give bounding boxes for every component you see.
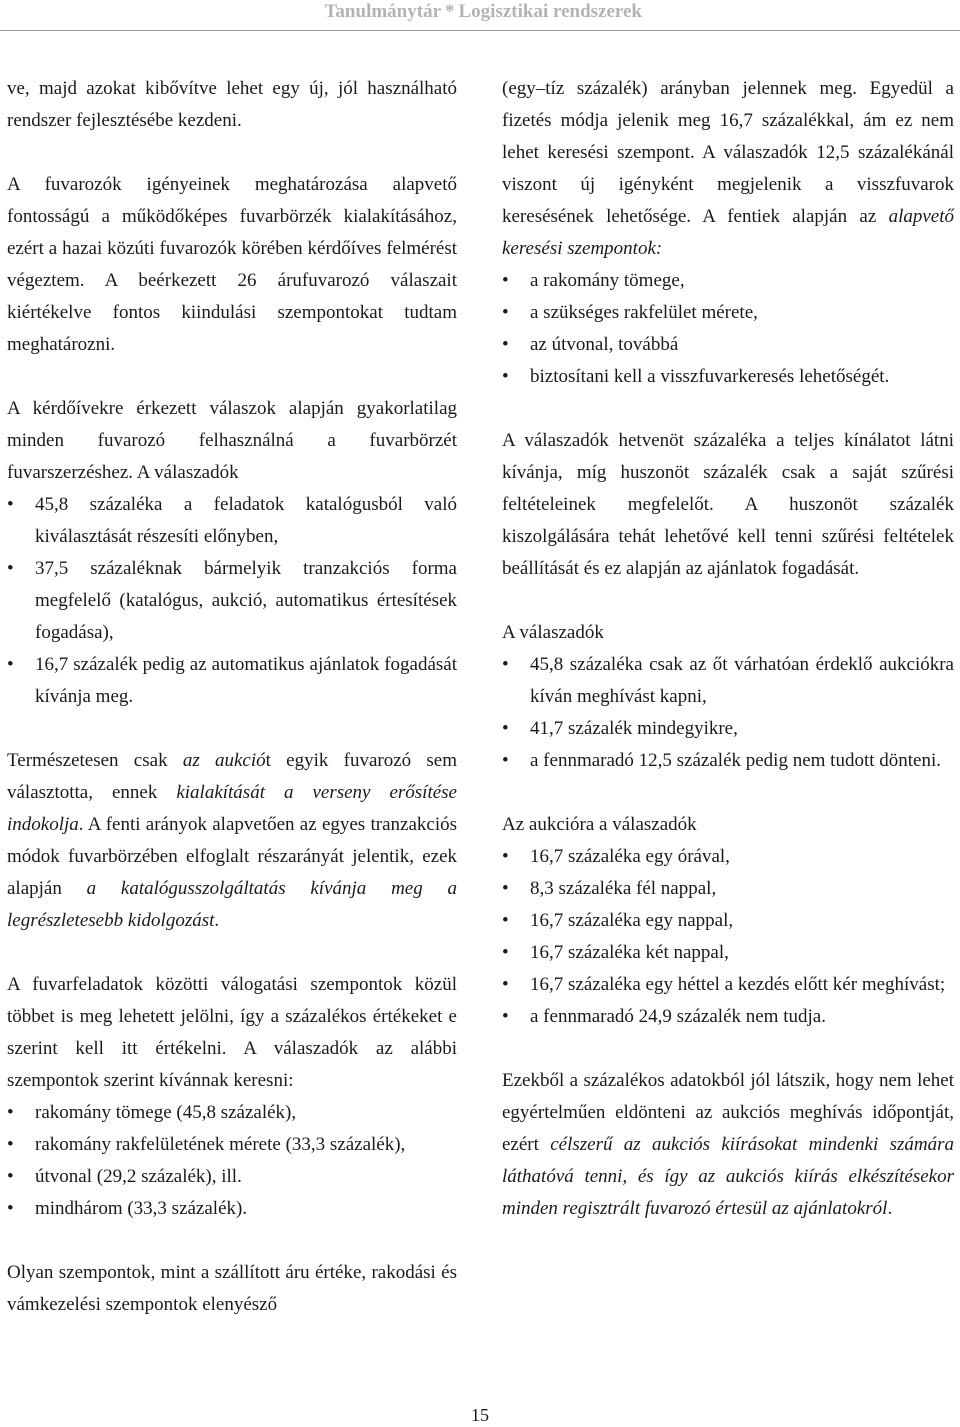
list-item: • rakomány tömege (45,8 százalék), [7,1097,457,1129]
bullet-icon: • [7,558,14,579]
paragraph: Olyan szempontok, mint a szállított áru értéke, rakodási és vámkezelési szempontok elenyésző [7,1262,457,1315]
list-item: • útvonal (29,2 százalék), ill. [7,1161,457,1193]
running-header [0,0,960,28]
right-column [502,73,954,1225]
bullet-icon: • [502,1006,509,1027]
list-item: • rakomány rakfelületének mérete (33,3 százalék), [7,1129,457,1161]
paragraph: A fuvarozók igényeinek meghatározása alapvető fontosságú a működőképes fuvarbörzék kialakításához, ezért a hazai közúti fuvarozók körében kérdőíves felmérést végeztem. A beérkezett 26 árufuvarozó válaszait kiértékelve fontos kiindulási szempontokat tudtam meghatározni. [7,174,457,355]
paragraph: (egy–tíz százalék) arányban jelennek meg. Egyedül a fizetés módja jelenik meg 16,7 százalékkal, ám ez nem lehet keresési szempont. A válaszadók 12,5 százalékánál viszont új igényként megjelenik a visszfuvarok keresésének lehetősége. A fentiek alapján az alapvető keresési szempontok: [502,78,954,259]
list-item: • 16,7 százaléka egy héttel a kezdés előtt kér meghívást; [502,969,954,1001]
left-column [7,73,457,1321]
list-item: • biztosítani kell a visszfuvarkeresés lehetőségét. [502,361,954,393]
list-item: • az útvonal, továbbá [502,329,954,361]
bullet-icon: • [7,1198,14,1219]
header-rule [0,30,960,31]
list-item: • 37,5 százaléknak bármelyik tranzakciós forma megfelelő (katalógus, aukció, automatikus értesítések fogadása), [7,553,457,649]
header-separator: * [445,1,455,22]
bullet-icon: • [502,366,509,387]
paragraph: ve, majd azokat kibővítve lehet egy új, jól használható rendszer fejlesztésébe kezdeni. [7,78,457,131]
list-item: • a rakomány tömege, [502,265,954,297]
bullet-icon: • [7,1102,14,1123]
list-item: • a fennmaradó 24,9 százalék nem tudja. [502,1001,954,1033]
bullet-list [502,265,954,393]
bullet-icon: • [7,1166,14,1187]
header-section-title: Logisztikai rendszerek [458,1,642,22]
list-item: • 16,7 százaléka egy órával, [502,841,954,873]
list-item: • 16,7 százaléka két nappal, [502,937,954,969]
paragraph: Az aukcióra a válaszadók [502,814,697,835]
bullet-icon: • [502,718,509,739]
bullet-icon: • [502,974,509,995]
paragraph: Ezekből a százalékos adatokból jól látszik, hogy nem lehet egyértelműen eldönteni az aukciós meghívás időpontját, ezért célszerű az aukciós kiírásokat mindenki számára láthatóvá tenni, és így az aukciós kiírás elkészítésekor minden regisztrált fuvarozó értesül az ajánlatokról. [502,1070,955,1219]
paragraph: A kérdőívekre érkezett válaszok alapján gyakorlatilag minden fuvarozó felhasználná a fuvarbörzét fuvarszerzéshez. A válaszadók [7,398,457,483]
list-item: • 8,3 százaléka fél nappal, [502,873,954,905]
list-item: • 45,8 százaléka csak az őt várhatóan érdeklő aukciókra kíván meghívást kapni, [502,649,954,713]
paragraph: A válaszadók hetvenöt százaléka a teljes kínálatot látni kívánja, míg huszonöt százalék csak a saját szűrési feltételeinek megfelelőt. A huszonöt százalék kiszolgálására tehát lehetővé kell tenni szűrési feltételek beállítását és ez alapján az ajánlatok fogadását. [502,430,954,579]
bullet-list [7,1097,457,1225]
bullet-list [502,649,954,777]
bullet-icon: • [502,654,509,675]
list-item: • mindhárom (33,3 százalék). [7,1193,457,1225]
paragraph: Természetesen csak az aukciót egyik fuvarozó sem választotta, ennek kialakítását a verseny erősítése indokolja. A fenti arányok alapvetően az egyes tranzakciós módok fuvarbörzében elfoglalt részarányát jelentik, ezek alapján a katalógusszolgáltatás kívánja meg a legrészletesebb kidolgozást. [7,750,458,931]
list-item: • 45,8 százaléka a feladatok katalógusból való kiválasztását részesíti előnyben, [7,489,457,553]
list-item: • 16,7 százaléka egy nappal, [502,905,954,937]
bullet-icon: • [502,942,509,963]
paragraph: A fuvarfeladatok közötti válogatási szempontok közül többet is meg lehetett jelölni, így a százalékos értékeket e szerint kell itt értékelni. A válaszadók az alábbi szempontok szerint kívánnak keresni: [7,974,457,1091]
bullet-icon: • [502,846,509,867]
bullet-icon: • [7,1134,14,1155]
bullet-icon: • [502,302,509,323]
bullet-icon: • [502,910,509,931]
list-item: • a szükséges rakfelület mérete, [502,297,954,329]
list-item: • 41,7 százalék mindegyikre, [502,713,954,745]
page-number: 15 [471,1405,489,1425]
bullet-icon: • [502,334,509,355]
bullet-icon: • [502,270,509,291]
bullet-list [7,489,457,713]
bullet-icon: • [7,494,14,515]
list-item: • 16,7 százalék pedig az automatikus ajánlatok fogadását kívánja meg. [7,649,457,713]
bullet-list [502,841,954,1033]
bullet-icon: • [7,654,14,675]
bullet-icon: • [502,750,509,771]
list-item: • a fennmaradó 12,5 százalék pedig nem tudott dönteni. [502,745,954,777]
header-publication-title: Tanulmánytár [324,1,441,22]
paragraph: A válaszadók [502,622,604,643]
bullet-icon: • [502,878,509,899]
